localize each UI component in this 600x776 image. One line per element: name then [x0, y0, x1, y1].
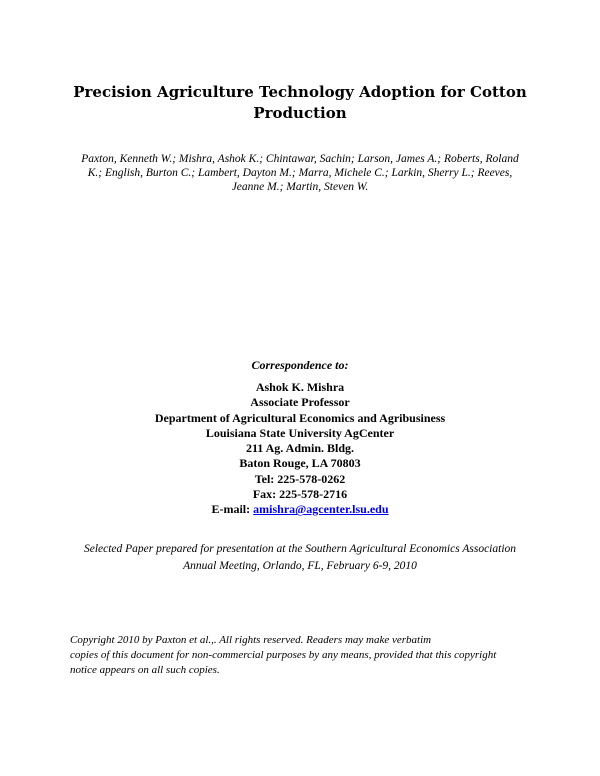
contact-fax: Fax: 225-578-2716 [252, 487, 348, 502]
contact-position: Associate Professor [250, 395, 350, 410]
paper-title-line-1: Precision Agriculture Technology Adoption for Cotton [73, 83, 527, 101]
copyright-notice [70, 633, 540, 678]
correspondence-block [0, 380, 600, 518]
selected-paper-line-2: Annual Meeting, Orlando, FL, February 6-9, 2010 [183, 559, 417, 572]
email-label: E-mail: [211, 502, 251, 517]
contact-email-row [0, 502, 600, 517]
selected-paper-note [40, 541, 560, 574]
paper-title [60, 82, 540, 124]
author-list-line-3: Jeanne M.; Martin, Steven W. [231, 180, 369, 193]
contact-department: Department of Agricultural Economics and Agribusiness [154, 410, 446, 425]
contact-university: Louisiana State University AgCenter [205, 425, 395, 440]
contact-city: Baton Rouge, LA 70803 [239, 456, 361, 471]
contact-building: 211 Ag. Admin. Bldg. [245, 441, 355, 456]
copyright-line-2: copies of this document for non-commercial purposes by any means, provided that this copyright [70, 649, 497, 661]
selected-paper-line-1: Selected Paper prepared for presentation at the Southern Agricultural Economics Association [83, 543, 517, 555]
contact-name: Ashok K. Mishra [255, 380, 345, 394]
correspondence-heading: Correspondence to: [251, 358, 349, 372]
author-list-line-1: Paxton, Kenneth W.; Mishra, Ashok K.; Chintawar, Sachin; Larson, James A.; Roberts, Roland [81, 153, 519, 165]
copyright-line-3: notice appears on all such copies. [70, 664, 220, 676]
email-link[interactable]: amishra@agcenter.lsu.edu [253, 502, 389, 517]
author-list-line-2: K.; English, Burton C.; Lambert, Dayton M.; Marra, Michele C.; Larkin, Sherry L.; Reeves, [87, 166, 513, 179]
contact-telephone: Tel: 225-578-0262 [254, 471, 346, 486]
paper-title-line-2: Production [253, 104, 347, 122]
copyright-line-1: Copyright 2010 by Paxton et al.,. All rights reserved. Readers may make verbatim [70, 634, 432, 646]
author-list [72, 153, 528, 194]
